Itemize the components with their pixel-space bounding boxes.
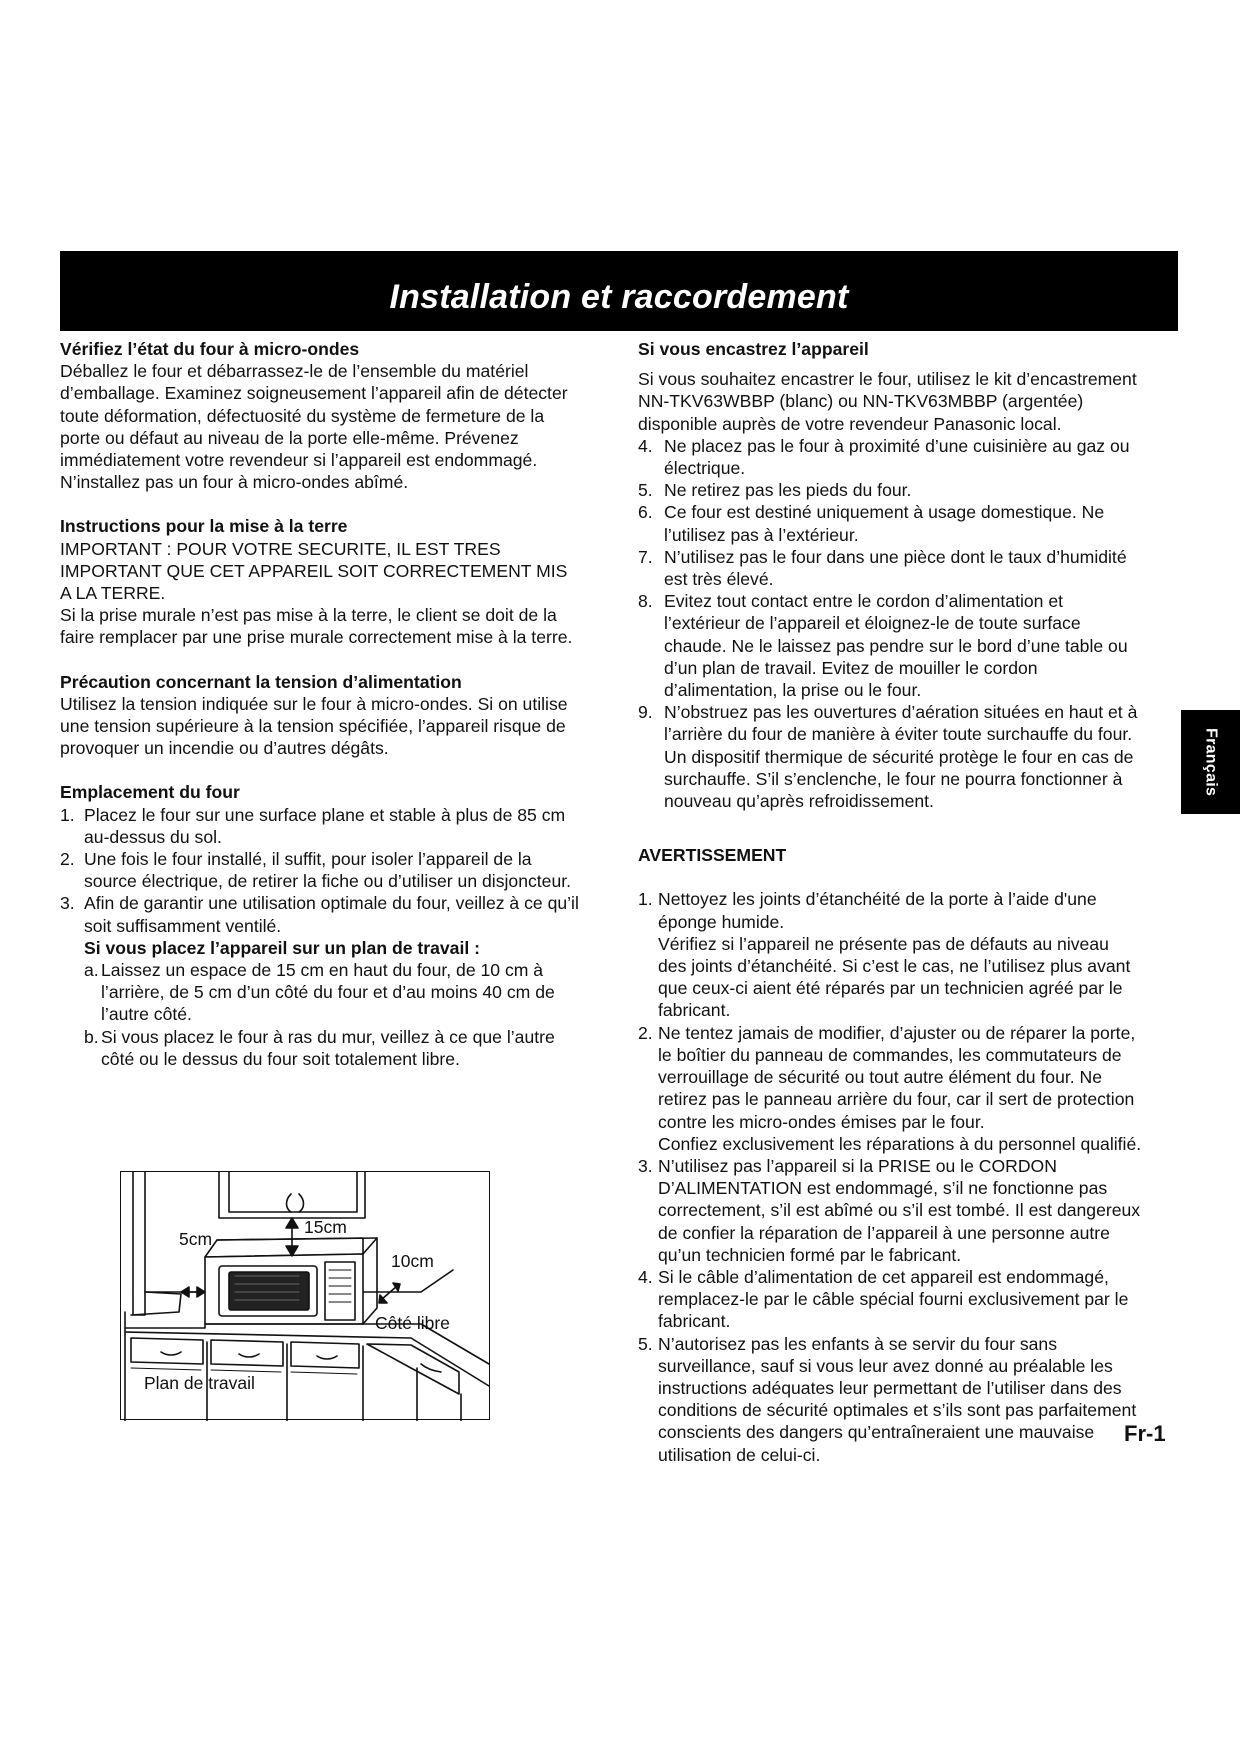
list-item: 4. Si le câble d’alimentation de cet appareil est endommagé, remplacez-le par le câble spécial fourni exclusivement par le fabricant.	[638, 1266, 1129, 1332]
counter-sublist	[84, 959, 620, 1070]
wall-cabinet-door	[229, 1172, 357, 1212]
drawer-2	[211, 1340, 283, 1366]
label-free-side: Côté libre	[375, 1313, 450, 1333]
heading-builtin: Si vous encastrez l’appareil	[638, 339, 869, 359]
section-check	[60, 338, 620, 493]
heading-placement: Emplacement du four	[60, 782, 240, 803]
oven-side	[363, 1238, 377, 1324]
drawer-handle-1	[161, 1352, 181, 1355]
list-item: b. Si vous placez le four à ras du mur, veillez à ce que l’autre côté ou le dessus du four soit totalement libre.	[84, 1026, 555, 1069]
check-line: Déballez le four et débarrassez-le de l’ensemble du matériel	[60, 361, 529, 382]
heading-warning: AVERTISSEMENT	[638, 845, 787, 866]
language-tab-label: Français	[1202, 727, 1220, 797]
drawer-4	[367, 1344, 459, 1394]
voltage-line: provoquer un incendie ou d’autres dégâts.	[60, 738, 389, 759]
builtin-line: NN-TKV63WBBP (blanc) ou NN-TKV63MBBP (argentée)	[638, 391, 1084, 412]
list-item: 1. Nettoyez les joints d’étanchéité de la porte à l’aide d'une éponge humide. Vérifiez si l’appareil ne présente pas de défauts au niveau des joints d’étanchéité. Si c’est le cas, ne l’utilisez plus avant que ceux-ci aient été réparés par un technicien agréé par le fabricant.	[638, 889, 1131, 1021]
title-bar	[60, 251, 1178, 331]
drawer-1	[131, 1338, 203, 1364]
list-item: 1. Placez le four sur une surface plane et stable à plus de 85 cm au-dessus du sol.	[60, 804, 566, 847]
list-item: 5. Ne retirez pas les pieds du four.	[638, 480, 912, 501]
page-number: Fr-1	[1124, 1421, 1166, 1446]
list-item: 4. Ne placez pas le four à proximité d’une cuisinière au gaz ou électrique.	[638, 435, 1130, 479]
builtin-line: Si vous souhaitez encastrer le four, utilisez le kit d’encastrement	[638, 369, 1137, 390]
label-top-clearance: 15cm	[304, 1217, 347, 1237]
section-warning	[638, 844, 1178, 1465]
earth-line: IMPORTANT : POUR VOTRE SECURITE, IL EST TRES	[60, 538, 501, 559]
section-placement	[60, 781, 620, 1070]
drawer-3	[291, 1342, 359, 1368]
list-item: 2. Ne tentez jamais de modifier, d’ajuster ou de réparer la porte, le boîtier du panneau de commandes, les commutateurs de verrouillage de sécurité ou tout autre élément du four. Ne retirez pas le panneau arrière du four, car il sert de protection contre les micro-ondes émises par le four. Confiez exclusivement les réparations à du personnel qualifié.	[638, 1022, 1142, 1154]
earth-line: Si la prise murale n’est pas mise à la terre, le client se doit de la	[60, 605, 557, 626]
wall-cabinet	[219, 1172, 365, 1218]
list-item: 6. Ce four est destiné uniquement à usage domestique. Ne l’utilisez pas à l’extérieur.	[638, 502, 1105, 545]
warning-list	[638, 888, 1178, 1465]
subheading-counter: Si vous placez l’appareil sur un plan de travail :	[84, 937, 480, 958]
check-line: immédiatement votre revendeur si l’appareil est endommagé.	[60, 450, 538, 471]
list-item: 3. Afin de garantir une utilisation optimale du four, veillez à ce qu’il soit suffisamment ventilé. Si vous placez l’appareil sur un plan de travail : a. Laissez un espace de 15 cm en haut du four, de 10 cm à l’arrière, de 5 cm d’un côté du four et d’au moins 40 cm de l’autre côté. b. Si vous placez le four à ras du mur, veillez à ce que l’autre côté ou le dessus du four soit totalement libre.	[60, 892, 620, 1070]
heading-check: Vérifiez l’état du four à micro-ondes	[60, 339, 360, 359]
list-item: 5. N’autorisez pas les enfants à se servir du four sans surveillance, sauf si vous leur avez donné au préalable les instructions adéquates leur permettant de l’utiliser dans des conditions de sécurité optimales et s’ils sont pas parfaitement conscients des dangers qu’entraîneraient une mauvaise utilisation de celui-ci.	[638, 1333, 1137, 1465]
check-line: toute déformation, défectuosité du système de fermeture de la	[60, 405, 545, 426]
drawer-handle-4	[421, 1364, 441, 1372]
section-voltage	[60, 671, 620, 760]
earth-line: faire remplacer par une prise murale correctement mise à la terre.	[60, 627, 573, 648]
builtin-line: disponible auprès de votre revendeur Panasonic local.	[638, 413, 1062, 434]
list-item: 8. Evitez tout contact entre le cordon d’alimentation et l’extérieur de l’appareil et éloignez-le de toute surface chaude. Ne le laissez pas pendre sur le bord d’une table ou d’un plan de travail. Evitez de mouiller le cordon d’alimentation, la prise ou le four.	[638, 591, 1128, 701]
check-line: d’emballage. Examinez soigneusement l’appareil afin de détecter	[60, 383, 568, 404]
label-countertop: Plan de travail	[144, 1373, 255, 1393]
drawer-handle-3	[317, 1356, 337, 1359]
check-line: porte ou défaut au niveau de la porte elle-même. Prévenez	[60, 427, 519, 448]
heading-voltage: Précaution concernant la tension d’alimentation	[60, 671, 462, 692]
list-item: 9. N’obstruez pas les ouvertures d’aération situées en haut et à l’arrière du four de manière à éviter toute surchauffe du four. Un dispositif thermique de sécurité protège le four en cas de surchauffe. S’il s’enclenche, le four ne pourra fonctionner à nouveau qu’après refroidissement.	[638, 702, 1138, 812]
heading-earth: Instructions pour la mise à la terre	[60, 516, 348, 537]
language-tab	[1181, 710, 1240, 814]
wall-left-outline	[131, 1172, 181, 1315]
earth-line: A LA TERRE.	[60, 583, 166, 604]
cabinet-handle-left	[287, 1194, 292, 1212]
section-earth	[60, 515, 620, 648]
installation-diagram	[120, 1171, 490, 1420]
check-line: N’installez pas un four à micro-ondes abîmé.	[60, 472, 409, 493]
list-item: 2. Une fois le four installé, il suffit, pour isoler l’appareil de la source électrique, de retirer la fiche ou d’utiliser un disjoncteur.	[60, 849, 572, 892]
label-back-clearance: 10cm	[391, 1251, 434, 1271]
section-builtin	[638, 338, 1178, 435]
page-title: Installation et raccordement	[389, 278, 849, 316]
list-item: 3. N’utilisez pas l’appareil si la PRISE ou le CORDON D’ALIMENTATION est endommagé, s’il ne fonctionne pas correctement, s’il est abîmé ou s’il est tombé. Il est dangereux de confier la réparation de l’appareil à une personne autre qu’un technicien formé par le fabricant.	[638, 1155, 1141, 1265]
oven-window	[229, 1272, 309, 1310]
label-side-clearance: 5cm	[179, 1229, 213, 1249]
left-column	[60, 338, 620, 1092]
builtin-list	[638, 435, 1178, 812]
placement-list	[60, 804, 620, 1070]
right-column	[638, 338, 1178, 1466]
drawer-handle-2	[239, 1354, 259, 1357]
voltage-line: une tension supérieure à la tension spécifiée, l’appareil risque de	[60, 716, 566, 737]
cabinet-handle-right	[299, 1194, 304, 1212]
voltage-line: Utilisez la tension indiquée sur le four à micro-ondes. Si on utilise	[60, 693, 568, 714]
earth-line: IMPORTANT QUE CET APPAREIL SOIT CORRECTEMENT MIS	[60, 560, 568, 581]
list-item: 7. N’utilisez pas le four dans une pièce dont le taux d’humidité est très élevé.	[638, 546, 1127, 590]
list-item: a. Laissez un espace de 15 cm en haut du four, de 10 cm à l’arrière, de 5 cm d’un côté du four et d’au moins 40 cm de l’autre côté.	[84, 960, 555, 1025]
